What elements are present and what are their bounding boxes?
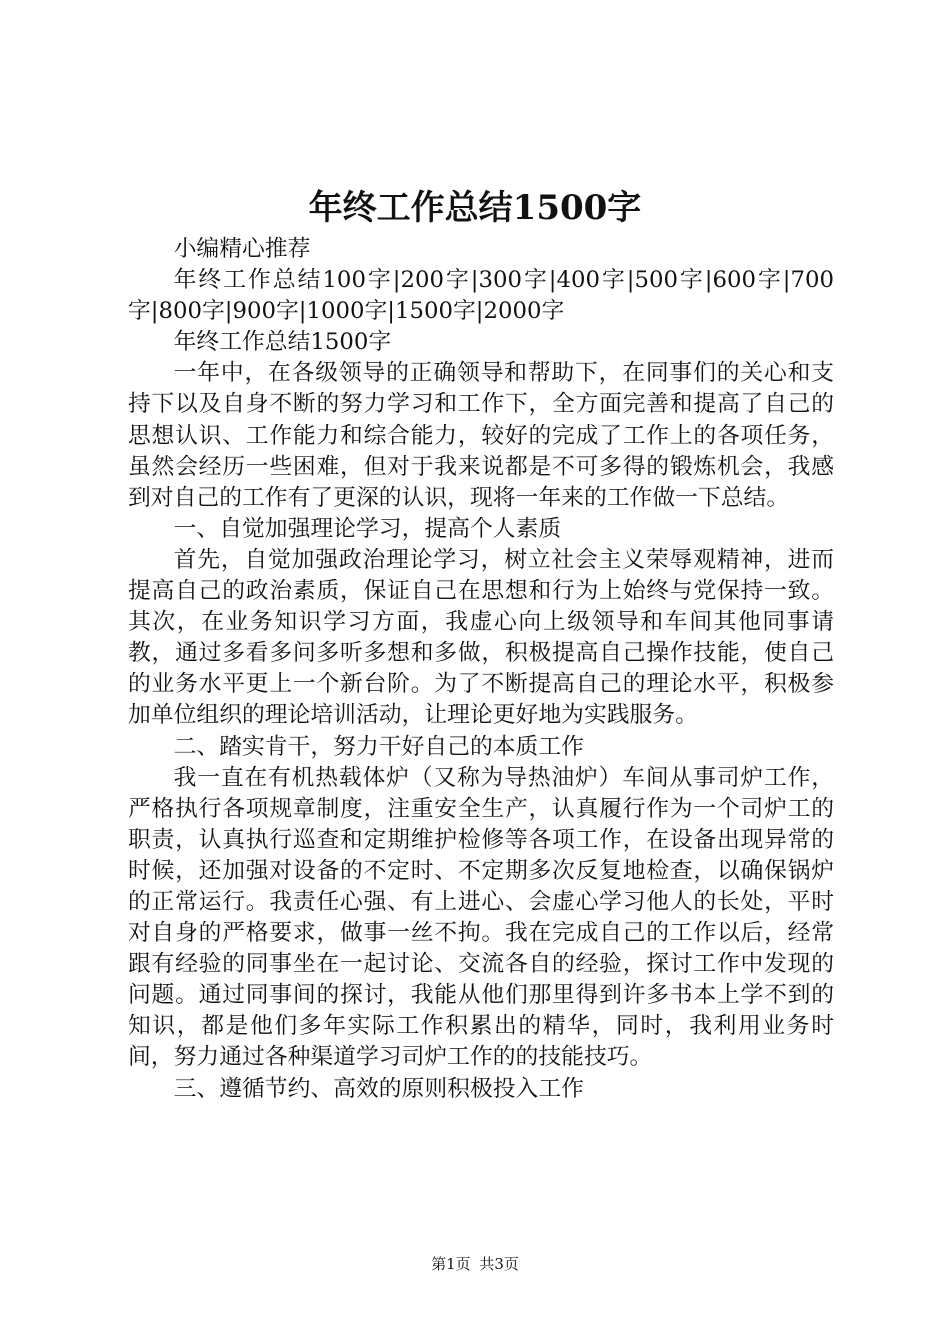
page-number: 第1页 [431, 1255, 471, 1273]
recommend-line: 小编精心推荐 [173, 236, 311, 262]
intro-paragraph: 一年中，在各级领导的正确领导和帮助下，在同事们的关心和支持下以及自身不断的努力学习和工作下，全方面完善和提高了自己的思想认识、工作能力和综合能力，较好的完成了工作上的各项任务，虽然会经历一些困难，但对于我来说都是不可多得的锻炼机会，我感到对自己的工作有了更深的认识，现将一年来的工作做一下总结。 [128, 360, 834, 511]
section-heading-3: 三、遵循节约、高效的原则积极投入工作 [173, 1075, 584, 1102]
section-1-paragraph: 首先，自觉加强政治理论学习，树立社会主义荣辱观精神，进而提高自己的政治素质，保证自己在思想和行为上始终与党保持一致。其次，在业务知识学习方面，我虚心向上级领导和车间其他同事请教，通过多看多问多听多想和多做，积极提高自己操作技能，使自己的业务水平更上一个新台阶。为了不断提高自己的理论水平，积极参加单位组织的理论培训活动，让理论更好地为实践服务。 [128, 546, 834, 729]
document-body [128, 234, 834, 1105]
document-title: 年终工作总结1500字 [308, 188, 642, 228]
section-heading-2: 二、踏实肯干，努力干好自己的本质工作 [173, 733, 584, 760]
section-2-paragraph: 我一直在有机热载体炉（又称为导热油炉）车间从事司炉工作，严格执行各项规章制度，注重安全生产，认真履行作为一个司炉工的职责，认真执行巡查和定期维护检修等各项工作，在设备出现异常的时候，还加强对设备的不定时、不定期多次反复地检查，以确保锅炉的正常运行。我责任心强、有上进心、会虚心学习他人的长处，平时对自身的严格要求，做事一丝不拘。我在完成自己的工作以后，经常跟有经验的同事坐在一起讨论、交流各自的经验，探讨工作中发现的问题。通过同事间的探讨，我能从他们那里得到许多书本上学不到的知识，都是他们多年实际工作积累出的精华，同时，我利用业务时间，努力通过各种渠道学习司炉工作的的技能技巧。 [128, 764, 834, 1071]
page-footer [0, 1254, 950, 1274]
page-total: 共3页 [479, 1255, 519, 1273]
section-heading-1: 一、自觉加强理论学习，提高个人素质 [173, 515, 562, 542]
document-subtitle: 年终工作总结1500字 [173, 329, 392, 356]
related-links[interactable]: 年终工作总结100字|200字|300字|400字|500字|600字|700字|800字|900字|1000字|1500字|2000字 [128, 267, 834, 325]
